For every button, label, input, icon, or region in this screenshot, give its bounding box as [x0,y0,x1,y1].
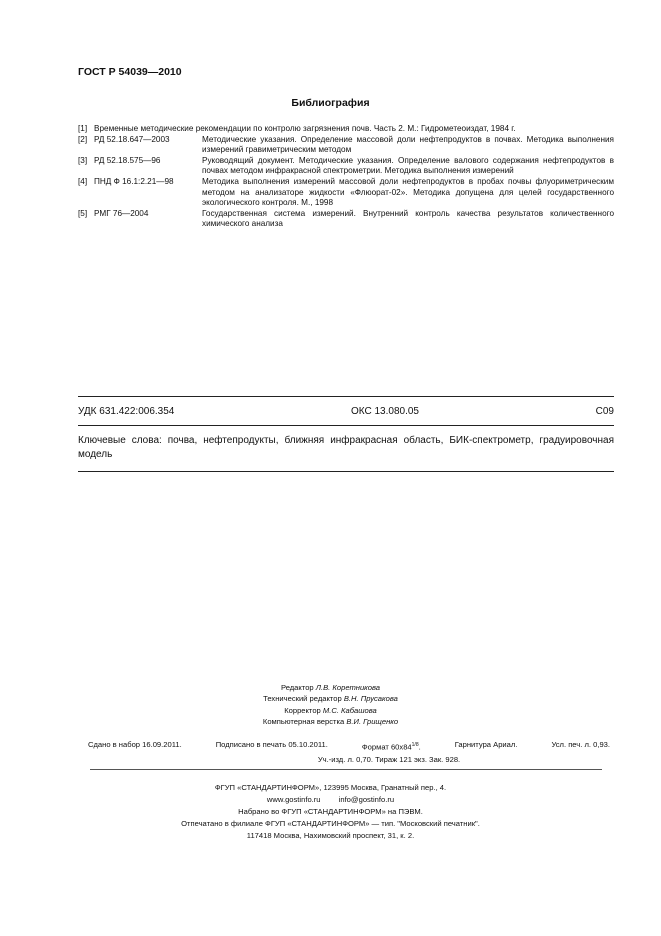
bibliography-entry [78,209,614,230]
credit-line [0,682,661,693]
entry-code: РД 52.18.647—2003 [94,134,170,144]
entry-text: Руководящий документ. Методические указания. Определение валового содержания нефтепродуктов в почвах методом инфракрасной спектрометрии. Методика выполнения измерений [202,155,614,176]
printer-address: 117418 Москва, Нахимовский проспект, 31, к. 2. [246,831,415,840]
print-details [88,739,610,766]
divider-top [78,396,614,397]
credit-line [0,716,661,727]
entry-code: РД 52.18.575—96 [94,155,161,165]
credit-name: В.И. Грищенко [346,716,399,726]
edition-info: Уч.-изд. л. 0,70. Тираж 121 экз. Зак. 928. [317,754,461,764]
credit-name: В.Н. Прусакова [343,694,398,704]
publisher-email[interactable]: info@gostinfo.ru [338,795,395,804]
entry-text: Методические указания. Определение массовой доли нефтепродуктов в почвах. Методика выполнения измерений гравиметрическим методом [202,134,614,155]
bibliography-entry [78,177,614,209]
publisher-contacts [0,794,661,806]
paper-format: Формат $60x84^{1/8}$. [361,742,421,752]
credit-line [0,693,661,704]
entry-text: Временные методические рекомендации по контролю загрязнения почв. Часть 2. М.: Гидрометеоиздат, 1984 г. [94,124,516,133]
bibliography-entry [78,135,614,156]
entry-code: РМГ 76—2004 [94,208,149,218]
divider-middle [78,425,614,426]
classification-row [78,406,614,417]
format-fraction: 1/8 [411,742,419,748]
typeface: Гарнитура Ариал. [454,740,518,749]
document-title: ГОСТ Р 54039—2010 [78,66,182,78]
credit-line [0,705,661,716]
publisher-block [0,782,661,842]
entry-number: [5] [78,208,88,218]
sign-date: Подписано в печать 05.10.2011. [215,740,328,749]
credit-name: М.С. Кабашова [322,705,377,715]
credits-block [0,682,661,727]
publisher-address: ФГУП «СТАНДАРТИНФОРМ», 123995 Москва, Гранатный пер., 4. [214,783,447,792]
divider-bottom [78,471,614,472]
classifier-code: С09 [595,406,614,417]
credit-role: Корректор [284,705,321,715]
entry-number: [4] [78,176,88,186]
typeset-note: Набрано во ФГУП «СТАНДАРТИНФОРМ» на ПЭВМ. [238,807,423,816]
entry-code: ПНД Ф 16.1:2.21—98 [94,176,174,186]
credit-name: Л.В. Коретникова [315,683,381,692]
oks-code: ОКС 13.080.05 [351,406,419,417]
bibliography-entry [78,156,614,177]
set-date: Сдано в набор 16.09.2011. [88,740,182,749]
print-sheets: Усл. печ. л. 0,93. [551,740,610,749]
udk-code: УДК 631.422:006.354 [78,406,175,417]
entry-number: [1] [78,124,88,133]
entry-text: Государственная система измерений. Внутренний контроль качества результатов количественного химического анализа [202,208,614,229]
entry-text: Методика выполнения измерений массовой доли нефтепродуктов в пробах почвы флуориметрическим методом на анализаторе жидкости «Флюорат-02». Методика допущена для целей государственного экологического контроля. М., 1998 [202,176,614,208]
credit-role: Технический редактор [263,694,342,704]
entry-number: [3] [78,155,88,165]
credit-role: Компьютерная верстка [262,716,345,726]
bibliography-list [78,124,614,230]
entry-number: [2] [78,134,88,144]
printed-note: Отпечатано в филиале ФГУП «СТАНДАРТИНФОРМ» — тип. "Московский печатник". [181,819,480,828]
bibliography-entry [78,124,614,135]
keywords: Ключевые слова: почва, нефтепродукты, ближняя инфракрасная область, БИК-спектрометр, градуировочная модель [78,435,614,460]
bibliography-heading: Библиография [291,97,370,109]
publisher-website[interactable]: www.gostinfo.ru [266,795,321,804]
divider-print [90,769,602,770]
credit-role: Редактор [280,683,314,692]
